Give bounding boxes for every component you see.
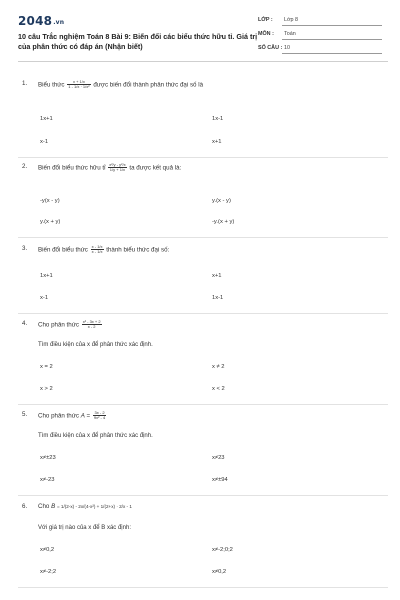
meta-underline <box>282 25 382 26</box>
numerator: x²/y - y²/x <box>109 162 126 167</box>
logo-suffix: .vn <box>53 19 65 26</box>
math-expression: = 1/(2-x) - 2x/(4-x²) + 1/(2+x) · 2/x - 1 <box>56 504 132 509</box>
question-subtext: Tìm điều kiện của x để phân thức xác định. <box>38 433 153 439</box>
option-c[interactable]: x≠-2;2 <box>40 569 57 575</box>
option-b[interactable]: x≠-2;0;2 <box>212 547 233 553</box>
option-d[interactable]: -y.(x + y) <box>212 219 235 225</box>
denominator: 1/y + 1/x <box>109 167 126 173</box>
meta-count <box>258 42 388 56</box>
denominator: x - 1/x <box>91 249 103 255</box>
math-variable: A <box>80 412 85 420</box>
question-prefix: Biểu thức <box>38 81 65 89</box>
question-divider <box>18 404 388 405</box>
option-b[interactable]: x+1 <box>212 273 222 279</box>
question-divider <box>18 313 388 314</box>
option-d[interactable]: x+1 <box>212 139 222 145</box>
option-a[interactable]: x≠±23 <box>40 455 56 461</box>
question-suffix: thành biểu thức đại số: <box>106 246 170 254</box>
option-b[interactable]: x≠23 <box>212 455 225 461</box>
option-a[interactable]: x = 2 <box>40 364 53 370</box>
math-fraction <box>108 163 126 173</box>
math-fraction <box>93 411 106 421</box>
option-d[interactable]: x≠0,2 <box>212 569 227 575</box>
option-c[interactable]: x-1 <box>40 295 49 301</box>
meta-value: Toán <box>284 31 296 37</box>
page-header <box>0 0 400 60</box>
logo-text: 2048 <box>18 14 53 28</box>
question-divider <box>18 157 388 158</box>
question-text <box>38 80 203 90</box>
option-d[interactable]: 1x-1 <box>212 295 224 301</box>
option-c[interactable]: x-1 <box>40 139 49 145</box>
meta-class <box>258 14 388 28</box>
question-text <box>38 503 132 510</box>
option-d[interactable]: x≠±94 <box>212 477 228 483</box>
option-a[interactable]: x≠0,2 <box>40 547 55 553</box>
meta-value: 10 <box>284 45 290 51</box>
math-fraction <box>91 245 104 255</box>
math-variable: B <box>51 503 56 510</box>
question-number: 3. <box>22 245 28 252</box>
option-b[interactable]: 1x-1 <box>212 116 224 122</box>
question-subtext: Với giá trị nào của x để B xác định: <box>38 525 131 531</box>
option-d[interactable]: x < 2 <box>212 386 225 392</box>
question-suffix: được biến đổi thành phân thức đại số là <box>93 81 204 89</box>
question-text <box>38 245 169 255</box>
option-b[interactable]: y.(x - y) <box>212 198 231 204</box>
math-fraction <box>82 320 102 330</box>
question-prefix: Biến đổi biểu thức hữu tỉ <box>38 164 106 172</box>
question-prefix: Cho phân thức <box>38 412 79 420</box>
meta-underline <box>282 39 382 40</box>
numerator: x - 1/x <box>91 244 103 249</box>
meta-label: LỚP : <box>258 17 273 23</box>
question-suffix: ta được kết quả là: <box>129 164 182 172</box>
question-number: 2. <box>22 163 28 170</box>
denominator: x - 2 <box>87 324 96 330</box>
denominator: 9x² - 4 <box>93 415 106 421</box>
header-divider <box>18 61 388 62</box>
option-c[interactable]: y.(x + y) <box>40 219 61 225</box>
meta-value: Lớp 8 <box>284 17 299 23</box>
option-a[interactable]: 1x+1 <box>40 116 53 122</box>
option-c[interactable]: x≠-23 <box>40 477 55 483</box>
question-text <box>38 320 103 330</box>
option-a[interactable]: 1x+1 <box>40 273 53 279</box>
meta-info <box>258 14 388 56</box>
question-divider <box>18 587 388 588</box>
numerator: 3x - 2 <box>94 410 105 415</box>
question-number: 1. <box>22 80 28 87</box>
question-text <box>38 163 181 173</box>
page-title: 10 câu Trắc nghiệm Toán 8 Bài 9: Biến đổi các biểu thức hữu tỉ. Giá trị của phân thức có đáp án (Nhận biết) <box>18 32 258 51</box>
math-fraction <box>67 80 90 90</box>
question-subtext: Tìm điều kiện của x để phân thức xác định. <box>38 342 153 348</box>
numerator: x² - 3x + 2 <box>82 319 101 324</box>
question-number: 6. <box>22 503 28 510</box>
option-a[interactable]: -y(x - y) <box>40 198 60 204</box>
denominator: 1 - 1/x · 1/x² <box>68 84 90 90</box>
option-b[interactable]: x ≠ 2 <box>212 364 225 370</box>
meta-subject <box>258 28 388 42</box>
question-text: Cho phân thức A = $\frac{3x - 2}{\text{9x² - 4}}$ <box>38 410 106 421</box>
question-number: 5. <box>22 411 28 418</box>
meta-label: SỐ CÂU : <box>258 45 283 51</box>
question-prefix: Cho <box>38 503 50 510</box>
meta-underline <box>282 53 382 54</box>
option-c[interactable]: x > 2 <box>40 386 53 392</box>
question-prefix: Cho phân thức <box>38 321 79 329</box>
question-number: 4. <box>22 320 28 327</box>
site-logo[interactable] <box>18 14 64 28</box>
meta-label: MÔN : <box>258 31 274 37</box>
question-prefix: Biến đổi biểu thức <box>38 246 88 254</box>
question-divider <box>18 495 388 496</box>
question-divider <box>18 237 388 238</box>
numerator: x + 1/x <box>67 80 90 85</box>
